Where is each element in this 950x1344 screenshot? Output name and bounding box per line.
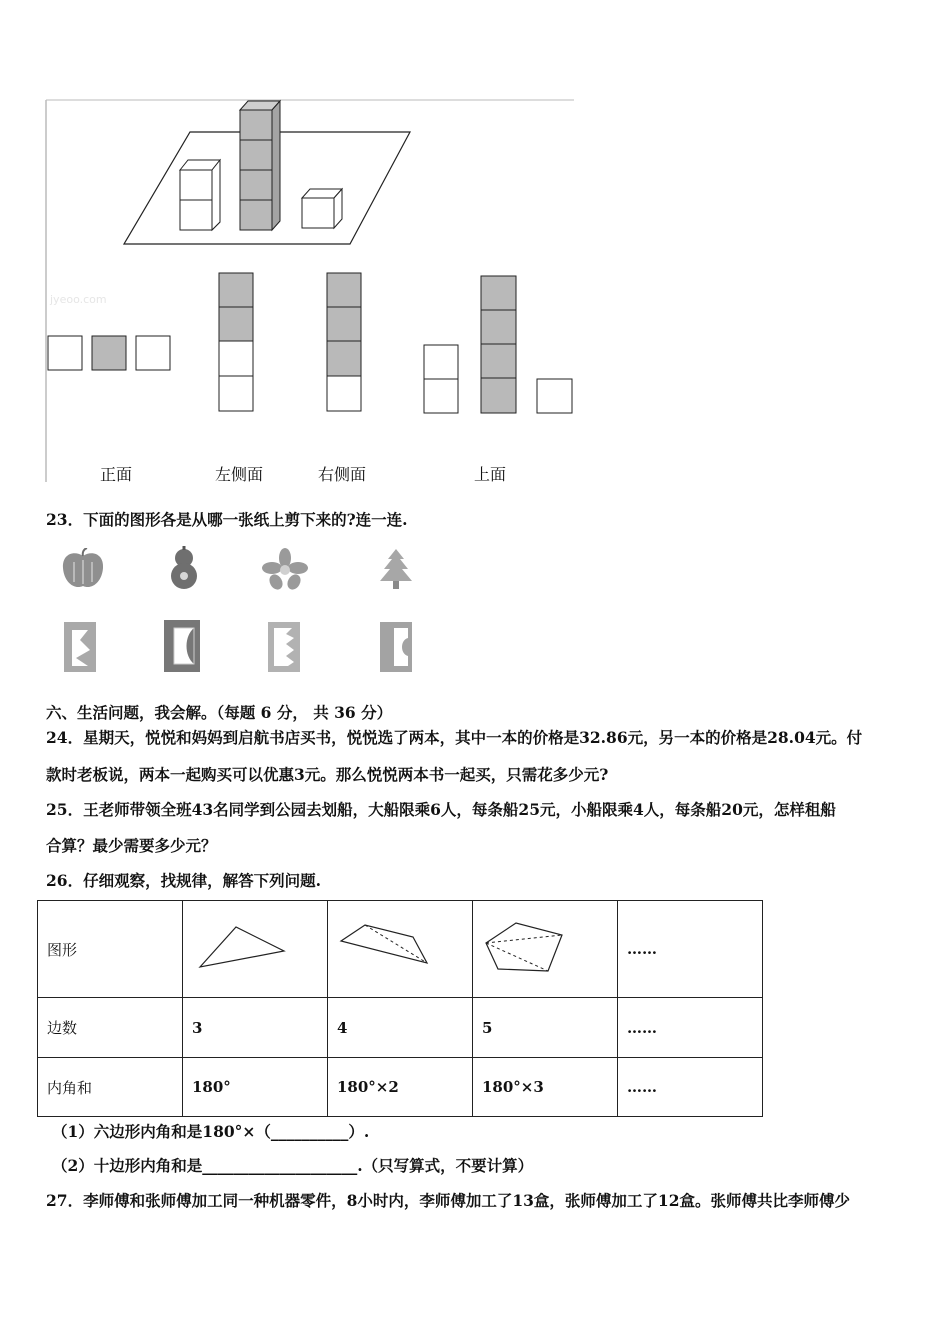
watermark: jyeoo.com (50, 293, 107, 306)
label-right-side: 右侧面 (318, 465, 367, 484)
cell-pentagon (473, 901, 618, 998)
cell-angle-sum-3: 180°×3 (473, 1058, 618, 1117)
label-front: 正面 (100, 465, 133, 484)
q26-text: 26．仔细观察，找规律，解答下列问题. (46, 871, 321, 890)
pattern-table (37, 900, 763, 1117)
right-side-view (327, 273, 361, 411)
row-header-sides: 边数 (38, 998, 183, 1058)
quadrilateral-icon (337, 917, 437, 977)
paper-e-notch-icon (378, 620, 414, 674)
cell-angle-sum-1: 180° (183, 1058, 328, 1117)
label-top: 上面 (474, 465, 507, 484)
q26-sub2: （2）十边形内角和是____________________.（只写算式，不要计算） (52, 1156, 534, 1175)
paper-c-cut-icon (162, 618, 202, 674)
cell-angle-sum-2: 180°×2 (328, 1058, 473, 1117)
q25-line1: 25．王老师带领全班43名同学到公园去划船，大船限乘6人，每条船25元，小船限乘4人，每条船20元，怎样租船 (46, 800, 836, 819)
triangle-icon (192, 917, 292, 977)
pentagon-icon (482, 917, 582, 977)
table-row (38, 901, 763, 998)
tree-cutout-icon (376, 547, 416, 591)
paper-e-cut-icon (62, 620, 98, 674)
cube-stack-middle (240, 101, 280, 230)
front-view (48, 336, 170, 370)
q24-line1: 24．星期天，悦悦和妈妈到启航书店买书，悦悦选了两本，其中一本的价格是32.86元，另一本的价格是28.04元。付 (46, 728, 863, 747)
cell-ellipsis-sides: …… (618, 998, 763, 1058)
flower-cutout-icon (262, 548, 308, 590)
q26-sub1: （1）六边形内角和是180°×（__________）. (52, 1122, 370, 1141)
three-view-figure (0, 90, 600, 490)
cell-sides-3: 3 (183, 998, 328, 1058)
cell-ellipsis-angle-sum: …… (618, 1058, 763, 1117)
top-view (424, 276, 572, 413)
q25-line2: 合算？最少需要多少元？ (46, 836, 217, 855)
cell-sides-5: 5 (473, 998, 618, 1058)
left-side-view (219, 273, 253, 411)
q24-line2: 款时老板说，两本一起购买可以优惠3元。那么悦悦两本书一起买，只需花多少元? (46, 765, 609, 784)
gourd-cutout-icon (162, 544, 206, 592)
paper-e-zigzag-icon (266, 620, 302, 674)
apple-cutout-icon (60, 548, 106, 592)
row-header-shape: 图形 (38, 901, 183, 998)
cube-single-right (302, 189, 342, 228)
row-header-angle-sum: 内角和 (38, 1058, 183, 1117)
table-row (38, 998, 763, 1058)
q27-line1: 27．李师傅和张师傅加工同一种机器零件，8小时内，李师傅加工了13盒，张师傅加工了12盒。张师傅共比李师傅少 (46, 1191, 850, 1210)
q23-text: 23．下面的图形各是从哪一张纸上剪下来的?连一连. (46, 510, 408, 529)
label-left-side: 左侧面 (215, 465, 264, 484)
table-row (38, 1058, 763, 1117)
cell-quadrilateral (328, 901, 473, 998)
cell-triangle (183, 901, 328, 998)
cube-stack-left (180, 160, 220, 230)
cell-ellipsis-shape: …… (618, 901, 763, 998)
cell-sides-4: 4 (328, 998, 473, 1058)
section6-title: 六、生活问题，我会解。（每题 6 分， 共 36 分） (46, 703, 393, 722)
